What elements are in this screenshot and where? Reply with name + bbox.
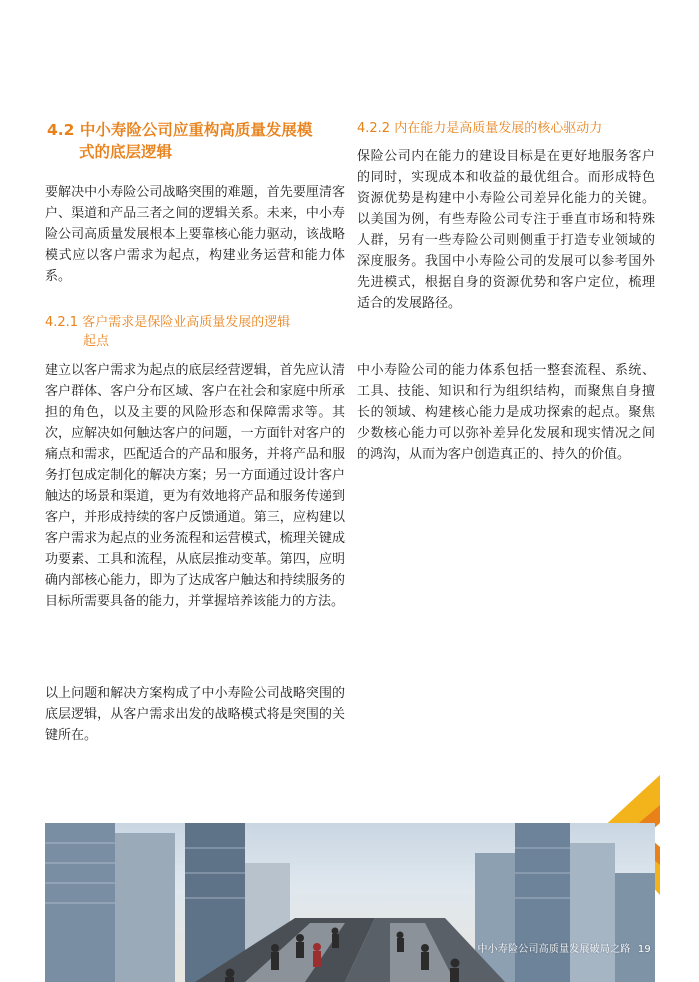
subsection-heading-4-2-1-line2: 起点 [83, 334, 110, 349]
city-escalator-photo [45, 823, 655, 982]
closing-paragraph: 以上问题和解决方案构成了中小寿险公司战略突围的底层逻辑，从客户需求出发的战略模式将是突围的关键所在。 [45, 686, 345, 743]
page-footer [477, 940, 651, 955]
subsection-heading-4-2-2: 4.2.2 内在能力是高质量发展的核心驱动力 [357, 121, 603, 136]
intro-paragraph: 要解决中小寿险公司战略突围的难题，首先要厘清客户、渠道和产品三者之间的逻辑关系。未来，中小寿险公司高质量发展根本上要靠核心能力驱动，该战略模式应以客户需求为起点，构建业务运营和能力体系。 [45, 185, 345, 284]
subsection-heading-4-2-1-line1: 4.2.1 客户需求是保险业高质量发展的逻辑 [45, 315, 291, 330]
skyline-illustration [45, 823, 655, 982]
section-heading-line1: 4.2 中小寿险公司应重构高质量发展模 [47, 121, 313, 139]
section-heading [47, 119, 347, 163]
right-paragraph-2: 中小寿险公司的能力体系包括一整套流程、系统、工具、技能、知识和行为组织结构，而聚焦自身擅长的领域、构建核心能力是成功探索的起点。聚焦少数核心能力可以弥补差异化发展和现实情况之间的鸿沟，从而为客户创造真正的、持久的价值。 [357, 363, 655, 462]
body-paragraph: 建立以客户需求为起点的底层经营逻辑，首先应认清客户群体、客户分布区域、客户在社会和家庭中所承担的角色，以及主要的风险形态和保障需求等。其次，应解决如何触达客户的问题，一方面针对客户的痛点和需求，匹配适合的产品和服务，并将产品和服务打包成定制化的解决方案；另一方面通过设计客户触达的场景和渠道，更为有效地将产品和服务传递到客户，并形成持续的客户反馈通道。第三，应构建以客户需求为起点的业务流程和运营模式，梳理关键成功要素、工具和流程，从底层推动变革。第四，应明确内部核心能力，即为了达成客户触达和持续服务的目标所需要具备的能力，并掌握培养该能力的方法。 [45, 363, 345, 609]
page-number: 19 [637, 944, 651, 955]
subsection-heading-4-2-1 [45, 313, 345, 351]
right-paragraph-1: 保险公司内在能力的建设目标是在更好地服务客户的同时，实现成本和收益的最优组合。而形成特色资源优势是构建中小寿险公司差异化能力的关键。以美国为例，有些寿险公司专注于垂直市场和特殊人群，另有一些寿险公司则侧重于打造专业领域的深度服务。我国中小寿险公司的发展可以参考国外先进模式，根据自身的资源优势和客户定位，梳理适合的发展路径。 [357, 149, 655, 311]
running-title: 中小寿险公司高质量发展破局之路 [477, 944, 631, 955]
section-heading-line2: 式的底层逻辑 [79, 143, 173, 161]
